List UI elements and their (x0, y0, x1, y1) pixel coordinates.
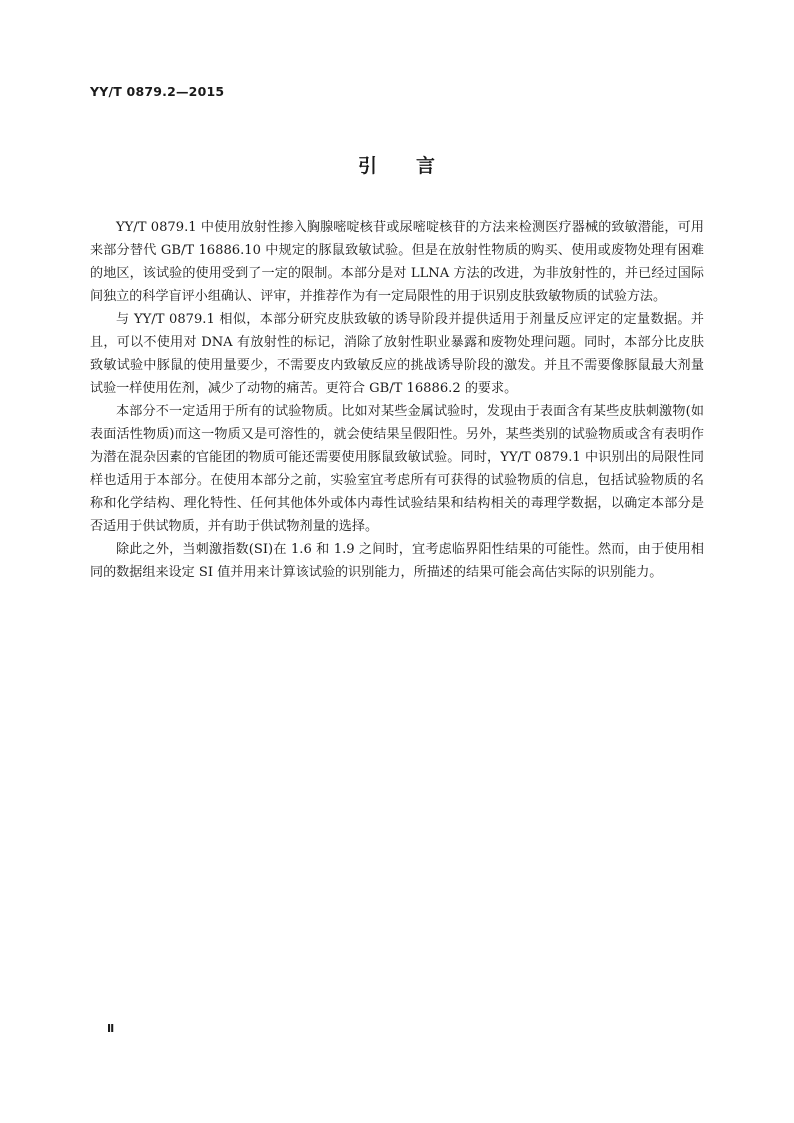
page-title (0, 151, 794, 178)
page-number: Ⅱ (107, 1022, 115, 1035)
page-title-char-2: 言 (416, 155, 437, 177)
paragraph-3: 本部分不一定适用于所有的试验物质。比如对某些金属试验时，发现由于表面含有某些皮肤刺激物(如表面活性物质)而这一物质又是可溶性的，就会使结果呈假阳性。另外，某些类别的试验物质或含有表明作为潜在混杂因素的官能团的物质可能还需要使用豚鼠致敏试验。同时，YY/T 0879.1 中识别出的局限性同样也适用于本部分。在使用本部分之前，实验室宜考虑所有可获得的试验物质的信息，包括试验物质的名称和化学结构、理化特性、任何其他体外或体内毒性试验结果和结构相关的毒理学数据，以确定本部分是否适用于供试物质，并有助于供试物剂量的选择。 (90, 404, 704, 534)
paragraph-2: 与 YY/T 0879.1 相似，本部分研究皮肤致敏的诱导阶段并提供适用于剂量反应评定的定量数据。并且，可以不使用对 DNA 有放射性的标记，消除了放射性职业暴露和废物处理问题。同时，本部分比皮肤致敏试验中豚鼠的使用量要少，不需要皮内致敏反应的挑战诱导阶段的激发。并且不需要像豚鼠最大剂量试验一样使用佐剂，减少了动物的痛苦。更符合 GB/T 16886.2 的要求。 (90, 312, 704, 396)
page-title-char-1: 引 (357, 155, 378, 177)
standard-code: YY/T 0879.2—2015 (90, 84, 225, 99)
document-body (90, 216, 704, 584)
paragraph-1: YY/T 0879.1 中使用放射性掺入胸腺嘧啶核苷或尿嘧啶核苷的方法来检测医疗器械的致敏潜能，可用来部分替代 GB/T 16886.10 中规定的豚鼠致敏试验。但是在放射性物质的购买、使用或废物处理有困难的地区，该试验的使用受到了一定的限制。本部分是对 LLNA 方法的改进，为非放射性的，并已经过国际间独立的科学盲评小组确认、评审，并推荐作为有一定局限性的用于识别皮肤致敏物质的试验方法。 (90, 220, 704, 304)
paragraph-4: 除此之外，当刺激指数(SI)在 1.6 和 1.9 之间时，宜考虑临界阳性结果的可能性。然而，由于使用相同的数据组来设定 SI 值并用来计算该试验的识别能力，所描述的结果可能会高估实际的识别能力。 (90, 542, 704, 580)
